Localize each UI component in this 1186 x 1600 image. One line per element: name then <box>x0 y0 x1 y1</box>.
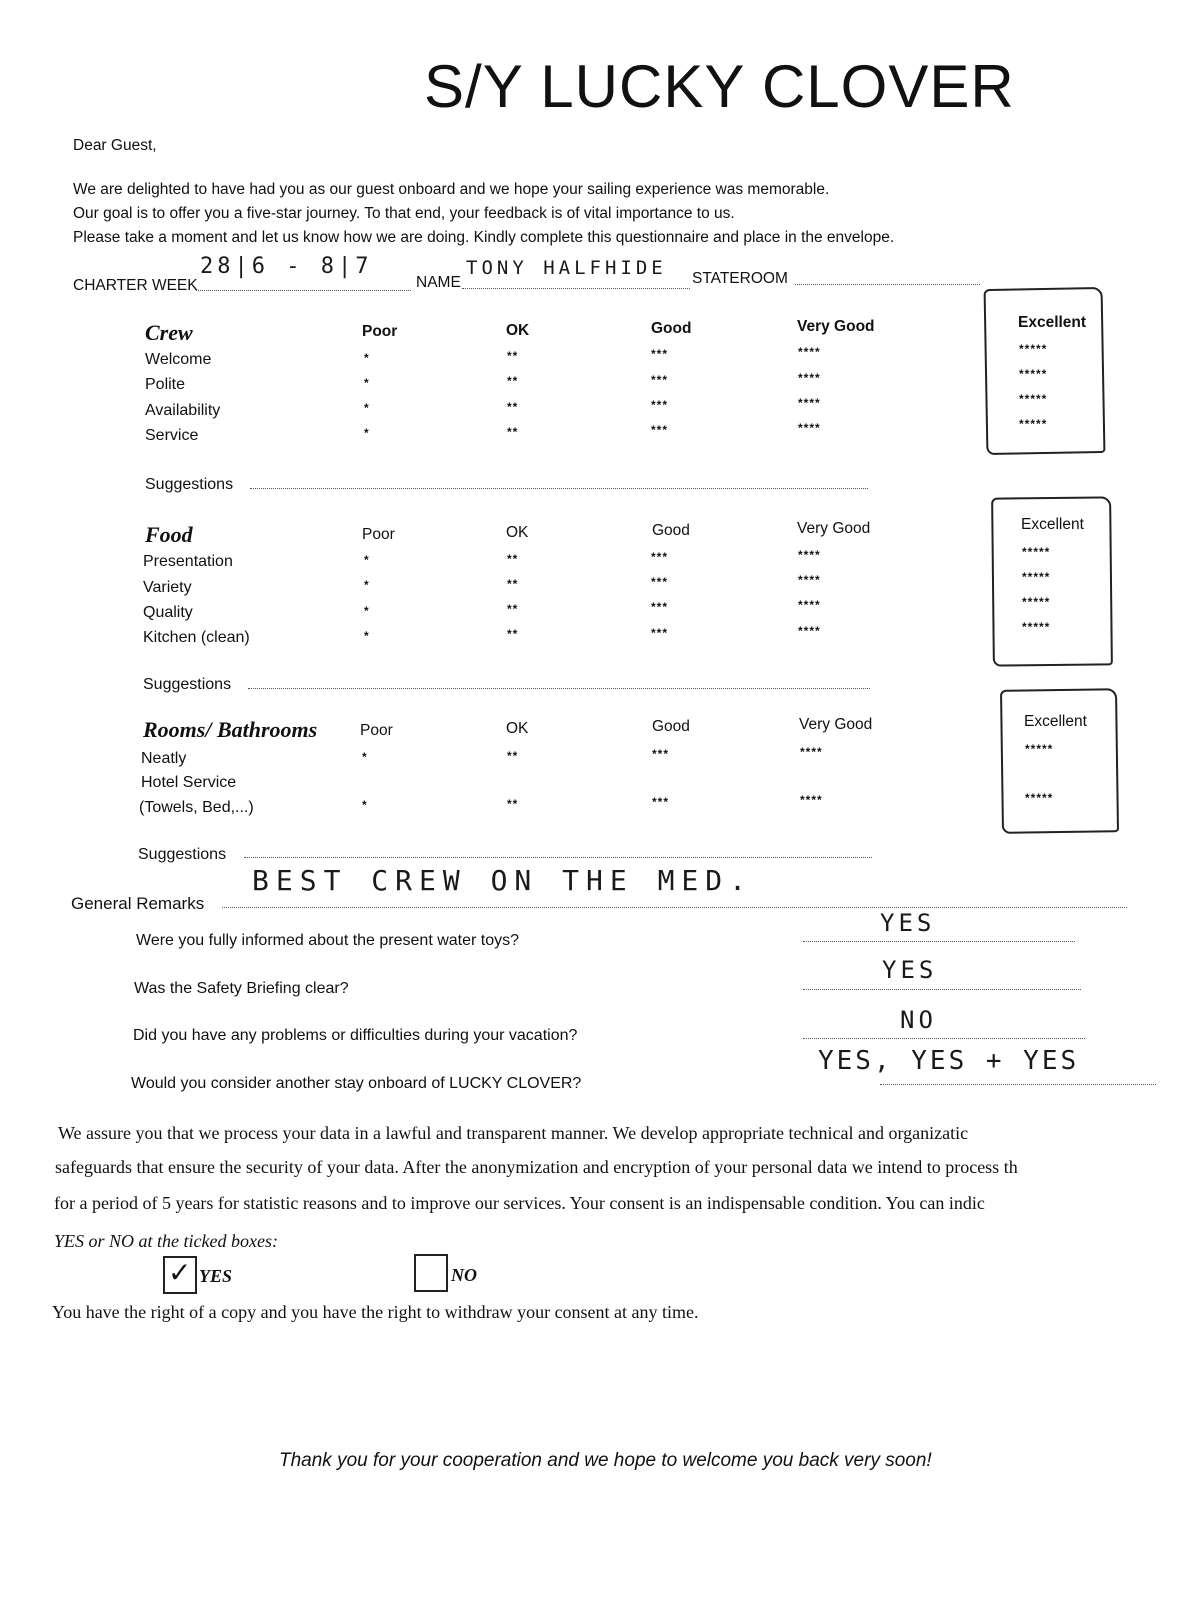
consent-no-checkbox[interactable] <box>414 1254 448 1292</box>
name-label: NAME <box>416 274 461 291</box>
crew-polite-excellent-stars[interactable]: ***** <box>1019 367 1048 381</box>
food-presentation-good-stars[interactable]: *** <box>651 550 669 564</box>
crew-polite-verygood-stars[interactable]: **** <box>798 371 821 385</box>
food-kitchen-excellent-stars[interactable]: ***** <box>1022 620 1051 634</box>
food-item-presentation: Presentation <box>143 553 233 570</box>
stateroom-label: STATEROOM <box>692 270 788 287</box>
food-presentation-excellent-stars[interactable]: ***** <box>1022 545 1051 559</box>
rooms-item-hotel-service: Hotel Service <box>141 774 237 791</box>
food-presentation-poor-stars[interactable]: * <box>364 553 370 567</box>
general-remarks-label: General Remarks <box>71 894 205 913</box>
name-value[interactable]: TONY HALFHIDE <box>466 257 667 279</box>
crew-availability-ok-stars[interactable]: ** <box>507 400 519 414</box>
crew-service-good-stars[interactable]: *** <box>651 423 669 437</box>
question-another-stay: Would you consider another stay onboard of LUCKY CLOVER? <box>131 1075 582 1092</box>
crew-polite-good-stars[interactable]: *** <box>651 373 669 387</box>
crew-section-title: Crew <box>145 320 193 345</box>
crew-header-very-good: Very Good <box>797 318 875 335</box>
food-presentation-verygood-stars[interactable]: **** <box>798 548 821 562</box>
crew-header-poor: Poor <box>362 323 398 340</box>
crew-availability-excellent-stars[interactable]: ***** <box>1019 392 1048 406</box>
rooms-neatly-ok-stars[interactable]: ** <box>507 749 519 763</box>
legal-line-3: for a period of 5 years for statistic reasons and to improve our services. Your consent is an indispensable condition. You can indic <box>54 1193 985 1213</box>
food-section-title: Food <box>145 522 193 547</box>
crew-welcome-excellent-stars[interactable]: ***** <box>1019 342 1048 356</box>
crew-welcome-good-stars[interactable]: *** <box>651 347 669 361</box>
rooms-neatly-excellent-stars[interactable]: ***** <box>1025 742 1054 756</box>
crew-polite-poor-stars[interactable]: * <box>364 376 370 390</box>
consent-yes-checkbox[interactable] <box>163 1256 197 1294</box>
intro-line-1: We are delighted to have had you as our guest onboard and we hope your sailing experience was memorable. <box>73 181 830 198</box>
rooms-suggestions-line[interactable] <box>244 857 872 858</box>
food-quality-excellent-stars[interactable]: ***** <box>1022 595 1051 609</box>
rooms-item-neatly: Neatly <box>141 750 187 767</box>
consent-yes-label: YES <box>199 1266 233 1286</box>
rooms-excellent-circled-box <box>1000 688 1119 834</box>
rooms-hotel-verygood-stars[interactable]: **** <box>800 793 823 807</box>
rooms-item-towels-bed: (Towels, Bed,...) <box>139 799 254 816</box>
food-quality-verygood-stars[interactable]: **** <box>798 598 821 612</box>
food-quality-poor-stars[interactable]: * <box>364 604 370 618</box>
rooms-neatly-verygood-stars[interactable]: **** <box>800 745 823 759</box>
rooms-header-ok: OK <box>506 720 529 737</box>
intro-line-3: Please take a moment and let us know how we are doing. Kindly complete this questionnaire and place in the envelope. <box>73 229 895 246</box>
food-header-excellent: Excellent <box>1021 516 1084 533</box>
legal-line-4: YES or NO at the ticked boxes: <box>54 1231 278 1251</box>
crew-welcome-poor-stars[interactable]: * <box>364 351 370 365</box>
answer-safety-briefing-line <box>803 989 1081 990</box>
rooms-header-excellent: Excellent <box>1024 713 1087 730</box>
general-remarks-line[interactable] <box>222 907 1127 908</box>
crew-service-poor-stars[interactable]: * <box>364 426 370 440</box>
crew-item-welcome: Welcome <box>145 351 212 368</box>
crew-welcome-verygood-stars[interactable]: **** <box>798 345 821 359</box>
greeting: Dear Guest, <box>73 137 157 154</box>
charter-week-line <box>196 290 411 291</box>
food-kitchen-verygood-stars[interactable]: **** <box>798 624 821 638</box>
rooms-header-poor: Poor <box>360 722 393 739</box>
food-kitchen-ok-stars[interactable]: ** <box>507 627 519 641</box>
crew-availability-poor-stars[interactable]: * <box>364 401 370 415</box>
page-title: S/Y LUCKY CLOVER <box>424 53 1015 120</box>
answer-problems-line <box>803 1038 1085 1039</box>
rooms-hotel-ok-stars[interactable]: ** <box>507 797 519 811</box>
charter-week-value[interactable]: 28|6 - 8|7 <box>200 254 373 279</box>
food-variety-ok-stars[interactable]: ** <box>507 577 519 591</box>
crew-header-excellent: Excellent <box>1018 314 1087 331</box>
rooms-hotel-good-stars[interactable]: *** <box>652 795 670 809</box>
crew-welcome-ok-stars[interactable]: ** <box>507 349 519 363</box>
question-problems: Did you have any problems or difficulties during your vacation? <box>133 1027 578 1044</box>
closing-message: Thank you for your cooperation and we hope to welcome you back very soon! <box>279 1450 932 1471</box>
rooms-hotel-excellent-stars[interactable]: ***** <box>1025 791 1054 805</box>
food-quality-ok-stars[interactable]: ** <box>507 602 519 616</box>
rooms-header-good: Good <box>652 718 690 735</box>
legal-line-1: We assure you that we process your data in a lawful and transparent manner. We develop appropriate technical and organizatic <box>58 1123 969 1143</box>
food-item-kitchen: Kitchen (clean) <box>143 629 250 646</box>
food-excellent-circled-box <box>991 496 1113 666</box>
crew-item-service: Service <box>145 427 199 444</box>
rooms-section-title: Rooms/ Bathrooms <box>143 717 318 742</box>
charter-week-label: CHARTER WEEK <box>73 277 198 294</box>
answer-water-toys-line <box>803 941 1075 942</box>
food-header-good: Good <box>652 522 690 539</box>
answer-another-stay[interactable]: YES, YES + YES <box>818 1046 1080 1076</box>
rooms-suggestions-label: Suggestions <box>138 846 227 863</box>
answer-problems[interactable]: NO <box>900 1006 937 1034</box>
food-quality-good-stars[interactable]: *** <box>651 600 669 614</box>
check-mark-icon: ✓ <box>168 1258 192 1289</box>
name-line <box>462 288 690 289</box>
crew-availability-verygood-stars[interactable]: **** <box>798 396 821 410</box>
crew-availability-good-stars[interactable]: *** <box>651 398 669 412</box>
crew-header-good: Good <box>651 320 692 337</box>
food-header-poor: Poor <box>362 526 395 543</box>
crew-service-ok-stars[interactable]: ** <box>507 425 519 439</box>
food-variety-verygood-stars[interactable]: **** <box>798 573 821 587</box>
food-variety-good-stars[interactable]: *** <box>651 575 669 589</box>
food-kitchen-good-stars[interactable]: *** <box>651 626 669 640</box>
food-kitchen-poor-stars[interactable]: * <box>364 629 370 643</box>
consent-no-label: NO <box>451 1265 477 1285</box>
crew-item-polite: Polite <box>145 376 186 393</box>
crew-suggestions-line[interactable] <box>250 488 868 489</box>
food-header-very-good: Very Good <box>797 520 871 537</box>
food-header-ok: OK <box>506 524 529 541</box>
crew-item-availability: Availability <box>145 402 221 419</box>
rooms-hotel-poor-stars[interactable]: * <box>362 798 368 812</box>
stateroom-line[interactable] <box>795 284 980 285</box>
rooms-neatly-poor-stars[interactable]: * <box>362 750 368 764</box>
rooms-header-very-good: Very Good <box>799 716 873 733</box>
food-item-quality: Quality <box>143 604 193 621</box>
crew-service-excellent-stars[interactable]: ***** <box>1019 417 1048 431</box>
legal-line-2: safeguards that ensure the security of your data. After the anonymization and encryption of your personal data we intend to process th <box>55 1157 1018 1177</box>
answer-water-toys[interactable]: YES <box>880 909 936 937</box>
crew-polite-ok-stars[interactable]: ** <box>507 374 519 388</box>
crew-service-verygood-stars[interactable]: **** <box>798 421 821 435</box>
crew-header-ok: OK <box>506 322 530 339</box>
answer-another-stay-line <box>880 1084 1156 1085</box>
answer-safety-briefing[interactable]: YES <box>882 956 938 984</box>
food-item-variety: Variety <box>143 579 192 596</box>
crew-suggestions-label: Suggestions <box>145 476 234 493</box>
food-presentation-ok-stars[interactable]: ** <box>507 552 519 566</box>
food-suggestions-line[interactable] <box>248 688 870 689</box>
rights-statement: You have the right of a copy and you have the right to withdraw your consent at any time. <box>52 1302 699 1322</box>
food-variety-poor-stars[interactable]: * <box>364 578 370 592</box>
food-suggestions-label: Suggestions <box>143 676 232 693</box>
intro-line-2: Our goal is to offer you a five-star journey. To that end, your feedback is of vital importance to us. <box>73 205 735 222</box>
question-water-toys: Were you fully informed about the present water toys? <box>136 932 520 949</box>
question-safety-briefing: Was the Safety Briefing clear? <box>134 980 349 997</box>
general-remarks-value[interactable]: BEST CREW ON THE MED. <box>252 864 754 897</box>
food-variety-excellent-stars[interactable]: ***** <box>1022 570 1051 584</box>
rooms-neatly-good-stars[interactable]: *** <box>652 747 670 761</box>
